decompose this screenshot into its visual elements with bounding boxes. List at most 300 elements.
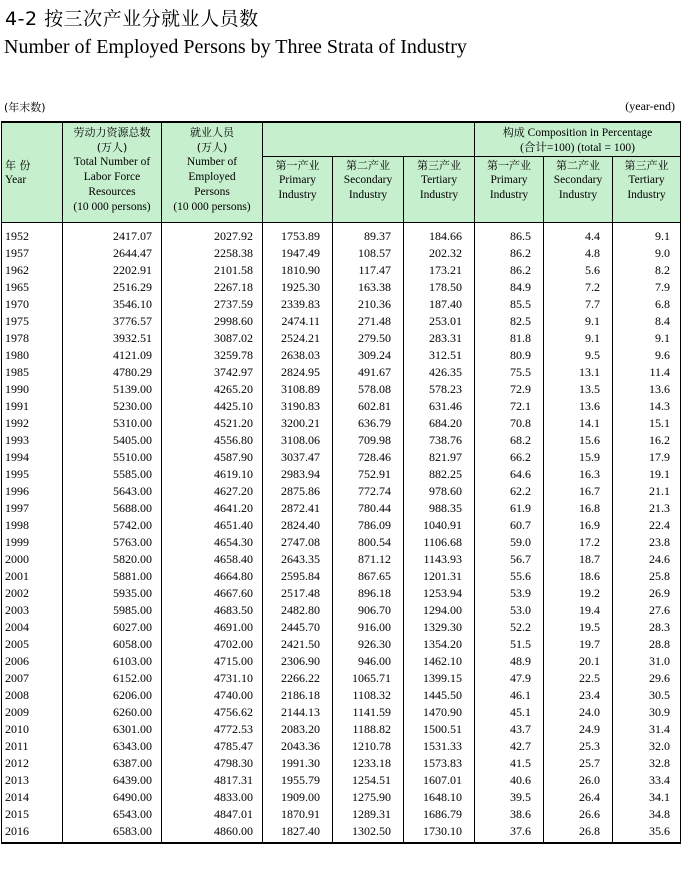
cell-primary-pct: 52.2 xyxy=(475,619,544,636)
cell-total-labor: 2417.07 xyxy=(63,223,162,246)
cell-employed: 4798.30 xyxy=(162,755,263,772)
cell-tertiary-pct: 32.8 xyxy=(613,755,681,772)
cell-total-labor: 5688.00 xyxy=(63,500,162,517)
cell-secondary-pct: 25.3 xyxy=(544,738,613,755)
cell-secondary-pct: 4.8 xyxy=(544,245,613,262)
cell-year: 1978 xyxy=(2,330,63,347)
cell-year: 1980 xyxy=(2,347,63,364)
cell-total-labor: 6301.00 xyxy=(63,721,162,738)
cell-year: 1962 xyxy=(2,262,63,279)
table-row xyxy=(2,585,681,602)
cell-primary: 2643.35 xyxy=(263,551,333,568)
cell-employed: 4654.30 xyxy=(162,534,263,551)
unit-note-en: (year-end) xyxy=(625,99,675,113)
composition-header: 构成 Composition in Percentage (合计=100) (total = 100) xyxy=(475,122,681,157)
cell-secondary-pct: 26.0 xyxy=(544,772,613,789)
cell-year: 1957 xyxy=(2,245,63,262)
cell-primary: 2306.90 xyxy=(263,653,333,670)
cell-employed: 2101.58 xyxy=(162,262,263,279)
cell-primary-pct: 84.9 xyxy=(475,279,544,296)
cell-secondary-pct: 18.7 xyxy=(544,551,613,568)
cell-tertiary: 1294.00 xyxy=(404,602,475,619)
cell-secondary-pct: 9.1 xyxy=(544,330,613,347)
cell-total-labor: 5985.00 xyxy=(63,602,162,619)
cell-primary-pct: 41.5 xyxy=(475,755,544,772)
cell-year: 2008 xyxy=(2,687,63,704)
cell-tertiary: 202.32 xyxy=(404,245,475,262)
cell-total-labor: 5310.00 xyxy=(63,415,162,432)
cell-total-labor: 6152.00 xyxy=(63,670,162,687)
cell-secondary: 1065.71 xyxy=(333,670,404,687)
cell-year: 1991 xyxy=(2,398,63,415)
cell-tertiary: 738.76 xyxy=(404,432,475,449)
cell-total-labor: 6543.00 xyxy=(63,806,162,823)
cell-total-labor: 5881.00 xyxy=(63,568,162,585)
table-row xyxy=(2,687,681,704)
cell-employed: 4641.20 xyxy=(162,500,263,517)
table-row xyxy=(2,755,681,772)
cell-tertiary: 178.50 xyxy=(404,279,475,296)
cell-employed: 4651.40 xyxy=(162,517,263,534)
cell-primary: 1955.79 xyxy=(263,772,333,789)
table-row xyxy=(2,245,681,262)
cell-secondary-pct: 5.6 xyxy=(544,262,613,279)
cell-secondary-pct: 16.3 xyxy=(544,466,613,483)
cell-year: 1994 xyxy=(2,449,63,466)
cell-secondary: 1302.50 xyxy=(333,823,404,843)
cell-secondary: 578.08 xyxy=(333,381,404,398)
table-row xyxy=(2,551,681,568)
cell-employed: 3259.78 xyxy=(162,347,263,364)
cell-total-labor: 2516.29 xyxy=(63,279,162,296)
cell-primary: 3200.21 xyxy=(263,415,333,432)
cell-tertiary-pct: 30.9 xyxy=(613,704,681,721)
cell-primary-pct: 59.0 xyxy=(475,534,544,551)
cell-total-labor: 6058.00 xyxy=(63,636,162,653)
cell-tertiary-pct: 33.4 xyxy=(613,772,681,789)
cell-primary-pct: 61.9 xyxy=(475,500,544,517)
cell-tertiary-pct: 8.2 xyxy=(613,262,681,279)
cell-secondary: 271.48 xyxy=(333,313,404,330)
cell-year: 2003 xyxy=(2,602,63,619)
cell-employed: 4847.01 xyxy=(162,806,263,823)
cell-primary: 2595.84 xyxy=(263,568,333,585)
cell-secondary: 1233.18 xyxy=(333,755,404,772)
cell-tertiary-pct: 8.4 xyxy=(613,313,681,330)
cell-tertiary-pct: 26.9 xyxy=(613,585,681,602)
cell-tertiary-pct: 15.1 xyxy=(613,415,681,432)
table-row xyxy=(2,619,681,636)
cell-secondary-pct: 19.5 xyxy=(544,619,613,636)
table-row xyxy=(2,279,681,296)
cell-secondary: 491.67 xyxy=(333,364,404,381)
cell-tertiary-pct: 27.6 xyxy=(613,602,681,619)
cell-employed: 4833.00 xyxy=(162,789,263,806)
cell-tertiary: 1462.10 xyxy=(404,653,475,670)
cell-primary: 3037.47 xyxy=(263,449,333,466)
cell-primary-pct: 45.1 xyxy=(475,704,544,721)
cell-employed: 4731.10 xyxy=(162,670,263,687)
cell-secondary: 772.74 xyxy=(333,483,404,500)
cell-employed: 4587.90 xyxy=(162,449,263,466)
table-row xyxy=(2,806,681,823)
cell-year: 2012 xyxy=(2,755,63,772)
cell-primary: 2983.94 xyxy=(263,466,333,483)
employment-table xyxy=(1,121,681,844)
cell-secondary: 1188.82 xyxy=(333,721,404,738)
cell-employed: 3087.02 xyxy=(162,330,263,347)
cell-primary: 2421.50 xyxy=(263,636,333,653)
cell-primary: 2474.11 xyxy=(263,313,333,330)
cell-total-labor: 5510.00 xyxy=(63,449,162,466)
cell-secondary-pct: 24.9 xyxy=(544,721,613,738)
cell-secondary: 709.98 xyxy=(333,432,404,449)
cell-year: 1993 xyxy=(2,432,63,449)
cell-total-labor: 3546.10 xyxy=(63,296,162,313)
cell-tertiary: 1470.90 xyxy=(404,704,475,721)
table-row xyxy=(2,721,681,738)
table-row xyxy=(2,568,681,585)
cell-employed: 4785.47 xyxy=(162,738,263,755)
cell-tertiary-pct: 35.6 xyxy=(613,823,681,843)
cell-secondary: 800.54 xyxy=(333,534,404,551)
cell-primary-pct: 86.5 xyxy=(475,223,544,246)
table-row xyxy=(2,364,681,381)
cell-secondary-pct: 20.1 xyxy=(544,653,613,670)
cell-secondary: 1254.51 xyxy=(333,772,404,789)
cell-primary-pct: 53.0 xyxy=(475,602,544,619)
cell-tertiary-pct: 7.9 xyxy=(613,279,681,296)
table-row xyxy=(2,500,681,517)
cell-primary-pct: 43.7 xyxy=(475,721,544,738)
cell-secondary-pct: 16.8 xyxy=(544,500,613,517)
cell-secondary: 871.12 xyxy=(333,551,404,568)
cell-tertiary: 426.35 xyxy=(404,364,475,381)
cell-primary-pct: 60.7 xyxy=(475,517,544,534)
cell-tertiary-pct: 11.4 xyxy=(613,364,681,381)
cell-year: 1990 xyxy=(2,381,63,398)
cell-year: 1975 xyxy=(2,313,63,330)
cell-tertiary: 253.01 xyxy=(404,313,475,330)
cell-primary: 1909.00 xyxy=(263,789,333,806)
cell-employed: 4664.80 xyxy=(162,568,263,585)
table-row xyxy=(2,313,681,330)
cell-secondary: 1210.78 xyxy=(333,738,404,755)
cell-employed: 4683.50 xyxy=(162,602,263,619)
cell-secondary: 309.24 xyxy=(333,347,404,364)
cell-total-labor: 6439.00 xyxy=(63,772,162,789)
cell-primary-pct: 75.5 xyxy=(475,364,544,381)
cell-secondary-pct: 16.7 xyxy=(544,483,613,500)
year-header: 年 份 Year xyxy=(2,122,63,223)
cell-year: 1998 xyxy=(2,517,63,534)
cell-total-labor: 3932.51 xyxy=(63,330,162,347)
cell-primary-pct: 37.6 xyxy=(475,823,544,843)
cell-tertiary: 578.23 xyxy=(404,381,475,398)
cell-employed: 2998.60 xyxy=(162,313,263,330)
cell-primary-pct: 51.5 xyxy=(475,636,544,653)
cell-tertiary-pct: 19.1 xyxy=(613,466,681,483)
secondary-header: 第二产业 Secondary Industry xyxy=(333,157,404,223)
cell-tertiary-pct: 23.8 xyxy=(613,534,681,551)
cell-employed: 4619.10 xyxy=(162,466,263,483)
cell-primary-pct: 56.7 xyxy=(475,551,544,568)
cell-year: 2001 xyxy=(2,568,63,585)
cell-tertiary-pct: 16.2 xyxy=(613,432,681,449)
cell-secondary: 210.36 xyxy=(333,296,404,313)
table-row xyxy=(2,262,681,279)
cell-total-labor: 2644.47 xyxy=(63,245,162,262)
cell-year: 1970 xyxy=(2,296,63,313)
cell-primary: 3108.89 xyxy=(263,381,333,398)
cell-tertiary: 187.40 xyxy=(404,296,475,313)
cell-tertiary-pct: 34.1 xyxy=(613,789,681,806)
cell-primary-pct: 82.5 xyxy=(475,313,544,330)
cell-primary-pct: 53.9 xyxy=(475,585,544,602)
cell-tertiary-pct: 29.6 xyxy=(613,670,681,687)
table-row xyxy=(2,483,681,500)
cell-primary-pct: 86.2 xyxy=(475,262,544,279)
cell-total-labor: 5643.00 xyxy=(63,483,162,500)
cell-primary-pct: 70.8 xyxy=(475,415,544,432)
cell-primary: 2144.13 xyxy=(263,704,333,721)
cell-secondary-pct: 15.9 xyxy=(544,449,613,466)
cell-primary-pct: 80.9 xyxy=(475,347,544,364)
cell-primary-pct: 81.8 xyxy=(475,330,544,347)
cell-tertiary: 978.60 xyxy=(404,483,475,500)
cell-secondary: 896.18 xyxy=(333,585,404,602)
cell-total-labor: 5139.00 xyxy=(63,381,162,398)
cell-secondary: 279.50 xyxy=(333,330,404,347)
cell-secondary: 117.47 xyxy=(333,262,404,279)
cell-tertiary: 173.21 xyxy=(404,262,475,279)
cell-employed: 4702.00 xyxy=(162,636,263,653)
cell-employed: 4425.10 xyxy=(162,398,263,415)
cell-tertiary-pct: 21.1 xyxy=(613,483,681,500)
cell-primary: 2339.83 xyxy=(263,296,333,313)
cell-year: 1999 xyxy=(2,534,63,551)
cell-secondary-pct: 18.6 xyxy=(544,568,613,585)
cell-employed: 4265.20 xyxy=(162,381,263,398)
cell-primary: 1947.49 xyxy=(263,245,333,262)
cell-primary: 2872.41 xyxy=(263,500,333,517)
cell-primary: 2266.22 xyxy=(263,670,333,687)
cell-tertiary-pct: 14.3 xyxy=(613,398,681,415)
cell-primary-pct: 66.2 xyxy=(475,449,544,466)
cell-tertiary-pct: 6.8 xyxy=(613,296,681,313)
cell-year: 2009 xyxy=(2,704,63,721)
cell-primary-pct: 72.1 xyxy=(475,398,544,415)
cell-secondary: 926.30 xyxy=(333,636,404,653)
cell-secondary: 906.70 xyxy=(333,602,404,619)
cell-primary-pct: 48.9 xyxy=(475,653,544,670)
cell-employed: 4691.00 xyxy=(162,619,263,636)
cell-tertiary: 1500.51 xyxy=(404,721,475,738)
cell-tertiary: 821.97 xyxy=(404,449,475,466)
cell-secondary-pct: 25.7 xyxy=(544,755,613,772)
composition-secondary-header: 第二产业 Secondary Industry xyxy=(544,157,613,223)
cell-secondary-pct: 19.2 xyxy=(544,585,613,602)
cell-total-labor: 5820.00 xyxy=(63,551,162,568)
cell-primary: 2083.20 xyxy=(263,721,333,738)
cell-secondary: 1289.31 xyxy=(333,806,404,823)
table-row xyxy=(2,223,681,246)
cell-tertiary: 1106.68 xyxy=(404,534,475,551)
cell-year: 1985 xyxy=(2,364,63,381)
cell-tertiary: 1201.31 xyxy=(404,568,475,585)
cell-total-labor: 2202.91 xyxy=(63,262,162,279)
cell-tertiary-pct: 9.1 xyxy=(613,330,681,347)
cell-tertiary: 1445.50 xyxy=(404,687,475,704)
industry-group-header xyxy=(263,122,475,157)
cell-employed: 2737.59 xyxy=(162,296,263,313)
cell-tertiary-pct: 31.0 xyxy=(613,653,681,670)
total-labor-header: 劳动力资源总数 (万人) Total Number of Labor Force Resources (10 000 persons) xyxy=(63,122,162,223)
cell-total-labor: 6027.00 xyxy=(63,619,162,636)
cell-tertiary-pct: 13.6 xyxy=(613,381,681,398)
cell-tertiary: 1531.33 xyxy=(404,738,475,755)
cell-total-labor: 6490.00 xyxy=(63,789,162,806)
cell-primary: 2747.08 xyxy=(263,534,333,551)
cell-total-labor: 5935.00 xyxy=(63,585,162,602)
cell-primary: 2482.80 xyxy=(263,602,333,619)
table-row xyxy=(2,466,681,483)
cell-secondary: 867.65 xyxy=(333,568,404,585)
cell-employed: 4817.31 xyxy=(162,772,263,789)
cell-total-labor: 5763.00 xyxy=(63,534,162,551)
cell-tertiary: 1253.94 xyxy=(404,585,475,602)
cell-secondary: 780.44 xyxy=(333,500,404,517)
cell-secondary: 752.91 xyxy=(333,466,404,483)
cell-employed: 3742.97 xyxy=(162,364,263,381)
cell-secondary-pct: 9.1 xyxy=(544,313,613,330)
cell-employed: 4772.53 xyxy=(162,721,263,738)
cell-primary-pct: 46.1 xyxy=(475,687,544,704)
cell-employed: 4756.62 xyxy=(162,704,263,721)
cell-total-labor: 5585.00 xyxy=(63,466,162,483)
table-row xyxy=(2,653,681,670)
cell-secondary: 1141.59 xyxy=(333,704,404,721)
composition-tertiary-header: 第三产业 Tertiary Industry xyxy=(613,157,681,223)
cell-total-labor: 6343.00 xyxy=(63,738,162,755)
page-title-cn: 4-2 按三次产业分就业人员数 xyxy=(5,8,259,30)
cell-secondary-pct: 9.5 xyxy=(544,347,613,364)
cell-total-labor: 4121.09 xyxy=(63,347,162,364)
page-title-en: Number of Employed Persons by Three Strata of Industry xyxy=(4,36,467,58)
cell-tertiary: 1686.79 xyxy=(404,806,475,823)
cell-secondary-pct: 22.5 xyxy=(544,670,613,687)
cell-secondary: 946.00 xyxy=(333,653,404,670)
table-row xyxy=(2,534,681,551)
cell-tertiary-pct: 28.3 xyxy=(613,619,681,636)
cell-total-labor: 6583.00 xyxy=(63,823,162,843)
cell-year: 1965 xyxy=(2,279,63,296)
table-row xyxy=(2,772,681,789)
cell-total-labor: 3776.57 xyxy=(63,313,162,330)
cell-total-labor: 6387.00 xyxy=(63,755,162,772)
cell-secondary-pct: 13.1 xyxy=(544,364,613,381)
cell-total-labor: 5742.00 xyxy=(63,517,162,534)
cell-secondary-pct: 23.4 xyxy=(544,687,613,704)
cell-tertiary: 988.35 xyxy=(404,500,475,517)
employed-header: 就业人员 (万人) Number of Employed Persons (10 000 persons) xyxy=(162,122,263,223)
cell-total-labor: 5405.00 xyxy=(63,432,162,449)
cell-primary: 3108.06 xyxy=(263,432,333,449)
cell-secondary-pct: 13.5 xyxy=(544,381,613,398)
cell-tertiary-pct: 22.4 xyxy=(613,517,681,534)
table-row xyxy=(2,415,681,432)
unit-note-cn: (年末数) xyxy=(4,101,46,114)
cell-year: 2002 xyxy=(2,585,63,602)
cell-primary: 1870.91 xyxy=(263,806,333,823)
cell-year: 1992 xyxy=(2,415,63,432)
table-row xyxy=(2,602,681,619)
cell-total-labor: 6103.00 xyxy=(63,653,162,670)
cell-year: 2010 xyxy=(2,721,63,738)
cell-primary: 2517.48 xyxy=(263,585,333,602)
table-row xyxy=(2,449,681,466)
table-row xyxy=(2,517,681,534)
cell-tertiary-pct: 24.6 xyxy=(613,551,681,568)
cell-tertiary: 684.20 xyxy=(404,415,475,432)
cell-tertiary: 1573.83 xyxy=(404,755,475,772)
table-row xyxy=(2,670,681,687)
cell-primary-pct: 40.6 xyxy=(475,772,544,789)
table-row xyxy=(2,636,681,653)
cell-secondary-pct: 7.7 xyxy=(544,296,613,313)
cell-year: 1952 xyxy=(2,223,63,246)
table-body xyxy=(2,223,681,844)
cell-secondary-pct: 19.7 xyxy=(544,636,613,653)
cell-employed: 2027.92 xyxy=(162,223,263,246)
cell-primary-pct: 64.6 xyxy=(475,466,544,483)
cell-primary: 2875.86 xyxy=(263,483,333,500)
cell-tertiary-pct: 17.9 xyxy=(613,449,681,466)
cell-tertiary: 312.51 xyxy=(404,347,475,364)
cell-secondary-pct: 7.2 xyxy=(544,279,613,296)
cell-primary: 1827.40 xyxy=(263,823,333,843)
cell-primary-pct: 39.5 xyxy=(475,789,544,806)
cell-secondary-pct: 4.4 xyxy=(544,223,613,246)
cell-tertiary-pct: 30.5 xyxy=(613,687,681,704)
cell-secondary: 1275.90 xyxy=(333,789,404,806)
cell-primary-pct: 85.5 xyxy=(475,296,544,313)
cell-primary: 2043.36 xyxy=(263,738,333,755)
cell-tertiary: 1648.10 xyxy=(404,789,475,806)
cell-tertiary: 1040.91 xyxy=(404,517,475,534)
cell-primary: 1753.89 xyxy=(263,223,333,246)
cell-primary: 1925.30 xyxy=(263,279,333,296)
cell-year: 2000 xyxy=(2,551,63,568)
cell-tertiary-pct: 31.4 xyxy=(613,721,681,738)
table-row xyxy=(2,789,681,806)
cell-tertiary-pct: 32.0 xyxy=(613,738,681,755)
cell-secondary-pct: 26.6 xyxy=(544,806,613,823)
cell-secondary-pct: 15.6 xyxy=(544,432,613,449)
cell-tertiary-pct: 9.1 xyxy=(613,223,681,246)
cell-employed: 4521.20 xyxy=(162,415,263,432)
cell-primary: 2186.18 xyxy=(263,687,333,704)
cell-secondary: 728.46 xyxy=(333,449,404,466)
cell-employed: 2258.38 xyxy=(162,245,263,262)
cell-secondary: 602.81 xyxy=(333,398,404,415)
cell-year: 1995 xyxy=(2,466,63,483)
cell-primary: 2638.03 xyxy=(263,347,333,364)
cell-primary: 2445.70 xyxy=(263,619,333,636)
cell-employed: 4715.00 xyxy=(162,653,263,670)
cell-employed: 4627.20 xyxy=(162,483,263,500)
cell-primary: 3190.83 xyxy=(263,398,333,415)
